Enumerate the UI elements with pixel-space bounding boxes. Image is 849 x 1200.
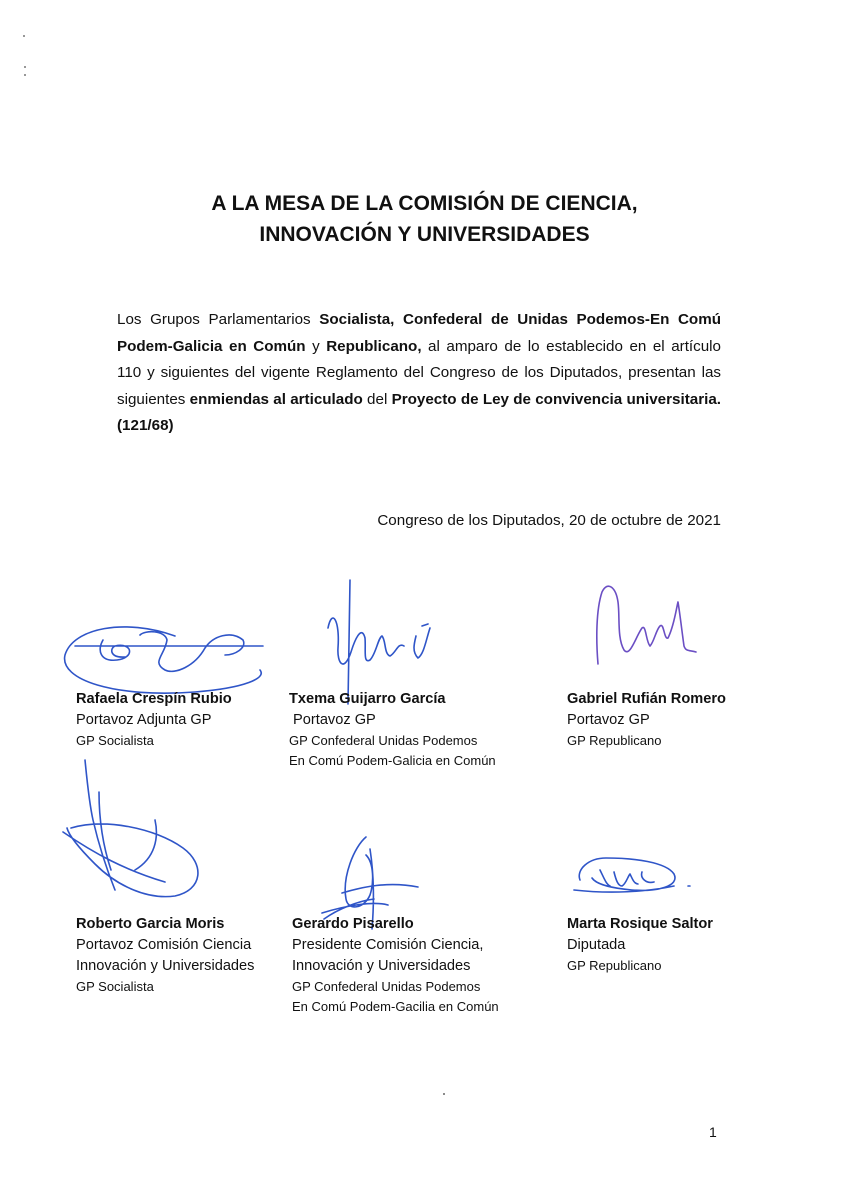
body-groups: Socialista, Confederal de Unidas Podemos-En Comú Podem-Galicia en Común <box>117 311 721 355</box>
signatory-role: Diputada <box>567 937 626 953</box>
signatory-name: Marta Rosique Saltor <box>567 916 713 932</box>
document-title <box>0 188 849 250</box>
signatory-group: En Comú Podem-Galicia en Común <box>289 753 496 768</box>
page-number: 1 <box>709 1124 717 1140</box>
signatory-name: Rafaela Crespín Rubio <box>76 691 232 707</box>
signatory-role: Portavoz GP <box>289 712 376 728</box>
signatory-name: Gerardo Pisarello <box>292 916 414 932</box>
signatory-name: Gabriel Rufián Romero <box>567 691 726 707</box>
signatory-group: En Comú Podem-Gacilia en Común <box>292 999 499 1014</box>
signatory-name: Txema Guijarro García <box>289 691 446 707</box>
signatory-group: GP Socialista <box>76 733 154 748</box>
signatory-role: Portavoz GP <box>567 712 650 728</box>
signatory-group: GP Republicano <box>567 958 662 973</box>
signatory-role: Portavoz Comisión Ciencia <box>76 937 252 953</box>
signatory-role: Presidente Comisión Ciencia, <box>292 937 484 953</box>
signatory-group: GP Confederal Unidas Podemos <box>292 979 481 994</box>
signature-marta <box>570 850 698 900</box>
title-line-2: INNOVACIÓN Y UNIVERSIDADES <box>259 223 590 246</box>
body-bill-title: Proyecto de Ley de convivencia universitaria. (121/68) <box>117 390 721 434</box>
signatory-name: Roberto Garcia Moris <box>76 916 225 932</box>
signatory-group: GP Republicano <box>567 733 662 748</box>
body-text-3: al amparo de lo establecido en el artículo 110 y siguientes del vigente Reglamento del Congreso de los Diputados, presentan las siguientes <box>117 337 721 408</box>
signatory-roberto <box>76 914 254 997</box>
signature-gabriel <box>592 580 702 675</box>
signatory-txema <box>289 689 496 771</box>
signatory-marta <box>567 914 713 976</box>
title-line-1: A LA MESA DE LA COMISIÓN DE CIENCIA, <box>211 192 638 215</box>
signatory-gerardo <box>292 914 499 1017</box>
body-group-republicano: Republicano, <box>326 337 422 355</box>
dateline: Congreso de los Diputados, 20 de octubre de 2021 <box>377 512 721 529</box>
body-paragraph <box>117 307 721 440</box>
signatory-gabriel <box>567 689 726 751</box>
signatory-rafaela <box>76 689 232 751</box>
signatory-group: GP Confederal Unidas Podemos <box>289 733 478 748</box>
body-text-4: del <box>362 390 392 408</box>
body-text-2: y <box>305 337 327 355</box>
signatory-role: Innovación y Universidades <box>76 958 255 974</box>
signature-roberto <box>55 758 225 908</box>
body-text-1: Los Grupos Parlamentarios <box>117 311 320 328</box>
signatory-role: Portavoz Adjunta GP <box>76 712 212 728</box>
signatory-group: GP Socialista <box>76 979 154 994</box>
body-amendments: enmiendas al articulado <box>189 390 363 408</box>
signatory-role: Innovación y Universidades <box>292 958 471 974</box>
